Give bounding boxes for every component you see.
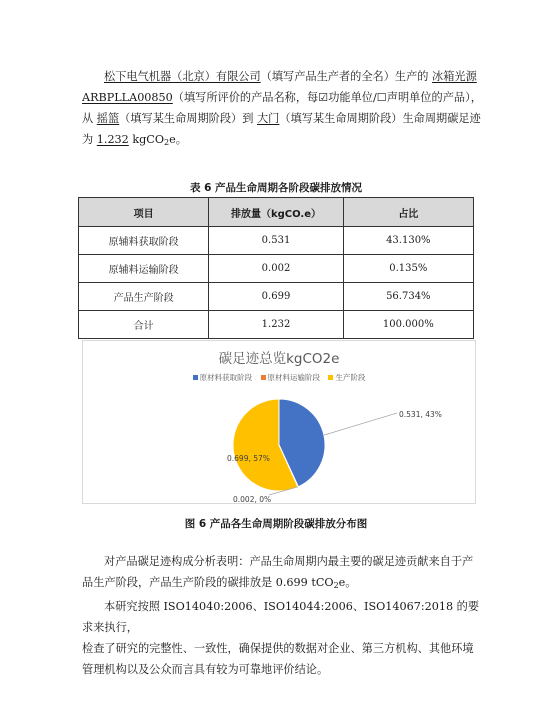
- stage-start-note: （填写某生命周期阶段）到: [119, 112, 254, 125]
- row-label: 产品生产阶段: [79, 283, 209, 311]
- data-label: 0.002, 0%: [233, 495, 272, 504]
- table-row-total: [79, 311, 474, 339]
- row-emissions: 1.232: [209, 311, 343, 339]
- row-emissions: 0.699: [209, 283, 343, 311]
- footprint-unit: kgCO$_2$e。: [132, 133, 187, 147]
- stage-end: 大门: [256, 112, 280, 125]
- analysis-paragraph: [82, 551, 482, 680]
- producer-note: （填写产品生产者的全名）生产的: [260, 70, 429, 83]
- footprint-prefix: 足迹为: [82, 112, 481, 146]
- analysis-line: 检查了研究的完整性、一致性，确保提供的数据对企业、第三方机构、其他环境: [82, 642, 474, 655]
- row-label: 原辅料运输阶段: [79, 255, 209, 283]
- header-share: 占比: [343, 198, 473, 227]
- legend-item: 生产阶段: [328, 372, 365, 383]
- table-caption: 表 6 产品生命周期各阶段碳排放情况: [189, 182, 363, 194]
- row-share: 43.130%: [343, 227, 473, 255]
- product-name: 冰箱光源 ARBPLLA00850: [82, 70, 477, 104]
- row-emissions: 0.002: [209, 255, 343, 283]
- data-label: 0.699, 57%: [227, 454, 270, 463]
- analysis-line: 对产品碳足迹构成分析表明：产品生命周期内最主要的碳足迹贡献来自于产: [104, 555, 474, 568]
- analysis-line: 品生产阶段，产品生产阶段的碳排放是 0.699 tCO$_2$e。: [82, 576, 357, 590]
- row-share: 100.000%: [343, 311, 473, 339]
- header-emissions: 排放量（kgCO.e）: [209, 198, 343, 227]
- table-row: [79, 255, 474, 283]
- header-item: 项目: [79, 198, 209, 227]
- analysis-line: 本研究按照 ISO14040:2006、ISO14044:2006、ISO14067:2018 的要求来执行，: [82, 600, 480, 634]
- analysis-line: 管理机构以及公众而言具有较为可靠地评价结论。: [82, 663, 329, 676]
- table-row: [79, 227, 474, 255]
- row-share: 0.135%: [343, 255, 473, 283]
- producer-name: 松下电气机器（北京）有限公司: [104, 70, 261, 83]
- intro-paragraph: [82, 66, 482, 153]
- row-share: 56.734%: [343, 283, 473, 311]
- row-emissions: 0.531: [209, 227, 343, 255]
- emissions-table: [78, 197, 474, 339]
- row-label: 合计: [79, 311, 209, 339]
- from-word: 从: [82, 112, 94, 125]
- stage-end-note: （填写某生命周期阶段）生命周期碳: [279, 112, 459, 125]
- figure-caption: 图 6 产品各生命周期阶段碳排放分布图: [184, 518, 368, 530]
- pie-svg: [83, 341, 475, 503]
- footprint-value: 1.232: [96, 133, 129, 146]
- legend-item: 原材料获取阶段: [193, 372, 253, 383]
- row-label: 原辅料获取阶段: [79, 227, 209, 255]
- product-note: （填写所评价的产品名称，每☑功能单位/☐声明单位的产品），: [172, 91, 482, 104]
- table-row: [79, 283, 474, 311]
- pie-chart: [82, 340, 476, 504]
- stage-start: 摇篮: [96, 112, 120, 125]
- table-header-row: [79, 198, 474, 227]
- legend-item: 原材料运输阶段: [261, 372, 321, 383]
- data-label: 0.531, 43%: [399, 410, 442, 419]
- leader-line: [324, 413, 397, 435]
- chart-title: 碳足迹总览kgCO2e: [218, 351, 340, 367]
